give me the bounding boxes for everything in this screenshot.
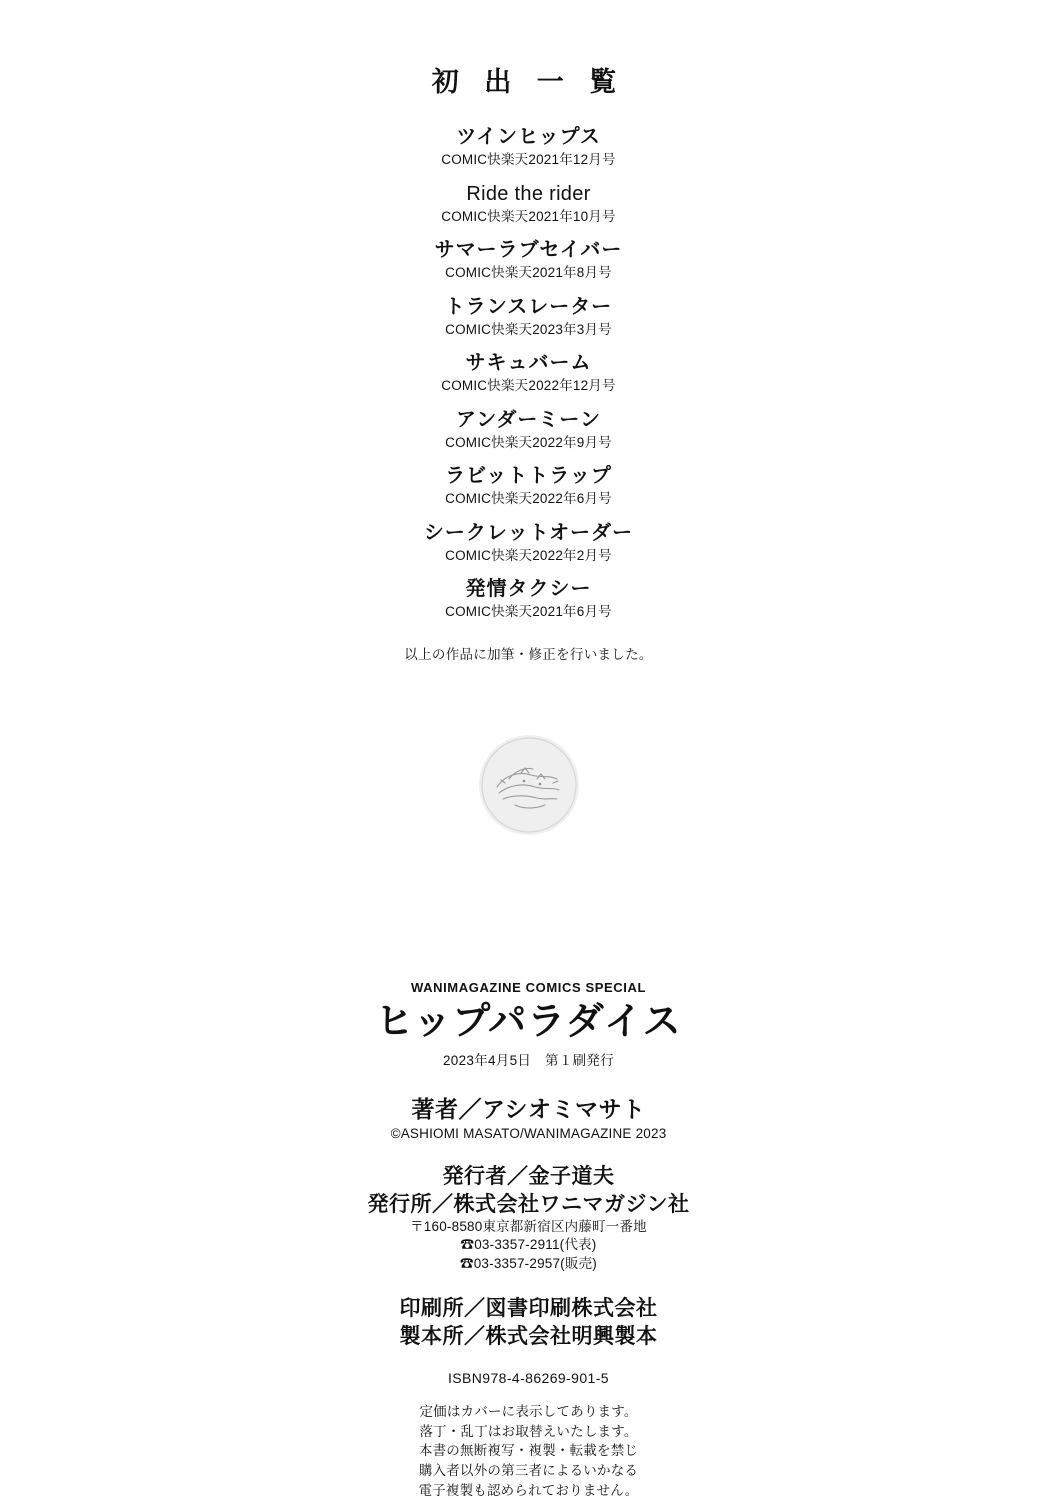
copyright-line: ©ASHIOMI MASATO/WANIMAGAZINE 2023 [390,1125,667,1141]
phone-sales: ☎03-3357-2957(販売) [460,1255,597,1271]
credit-entry [0,238,1057,282]
credit-title: トランスレーター [444,295,613,318]
isbn-line: ISBN978-4-86269-901-5 [448,1370,609,1387]
phone-main: ☎03-3357-2911(代表) [460,1237,597,1253]
credit-title: 発情タクシー [465,578,592,601]
credit-entry [0,351,1057,395]
credit-source: COMIC快楽天2022年2月号 [445,547,612,563]
series-label: WANIMAGAZINE COMICS SPECIAL [410,980,647,995]
credit-source: COMIC快楽天2022年6月号 [445,491,612,507]
credit-source: COMIC快楽天2021年10月号 [441,208,616,224]
credit-source: COMIC快楽天2021年6月号 [445,604,612,620]
credit-entry [0,408,1057,452]
credit-title: ラビットトラップ [445,465,612,488]
notice-line: 購入者以外の第三者によるいかなる [418,1463,639,1479]
book-title: ヒップパラダイス [375,1001,682,1043]
publisher-group [0,1163,1057,1273]
notice-line: 本書の無断複写・複製・転載を禁じ [418,1443,639,1459]
credit-entry [0,182,1057,226]
notice-line: 落丁・乱丁はお取替えいたします。 [419,1423,638,1439]
binder-line: 製本所／株式会社明興製本 [399,1324,658,1348]
notice-line: 電子複製も認められておりません。 [418,1482,639,1498]
credit-source: COMIC快楽天2021年12月号 [441,152,616,167]
credit-entry [0,125,1057,169]
first-appearance-section [0,60,1057,663]
credit-source: COMIC快楽天2023年3月号 [445,321,612,337]
revision-note: 以上の作品に加筆・修正を行いました。 [404,646,653,662]
colophon-section [0,980,1057,1500]
credit-title: シークレットオーダー [423,521,634,544]
emblem-area [0,735,1057,835]
credit-title: サマーラブセイバー [434,239,623,262]
publisher-company: 発行所／株式会社ワニマガジン社 [367,1192,690,1216]
credit-entry [0,464,1057,508]
first-appearance-heading: 初 出 一 覧 [431,67,626,97]
wanimagazine-crocodile-emblem-icon [479,735,579,835]
publisher-person: 発行者／金子道夫 [442,1164,615,1188]
printer-line: 印刷所／図書印刷株式会社 [399,1296,658,1320]
legal-notice [0,1402,1057,1500]
credit-entry [0,577,1057,621]
publisher-address: 〒160-8580東京都新宿区内藤町一番地 [410,1219,647,1235]
credit-title: アンダーミーン [456,408,601,431]
production-group [0,1295,1057,1350]
credit-source: COMIC快楽天2021年8月号 [445,265,612,281]
credit-title: Ride the rider [466,182,591,205]
publish-date: 2023年4月5日 第１刷発行 [442,1052,615,1068]
notice-line: 定価はカバーに表示してあります。 [419,1404,638,1420]
credit-entry [0,521,1057,565]
credit-entry [0,295,1057,339]
credit-source: COMIC快楽天2022年9月号 [445,434,612,450]
credit-title: サキュバーム [465,352,592,375]
credit-source: COMIC快楽天2022年12月号 [441,378,616,394]
author-line: 著者／アシオミマサト [411,1095,646,1122]
credit-title: ツインヒップス [456,126,601,148]
